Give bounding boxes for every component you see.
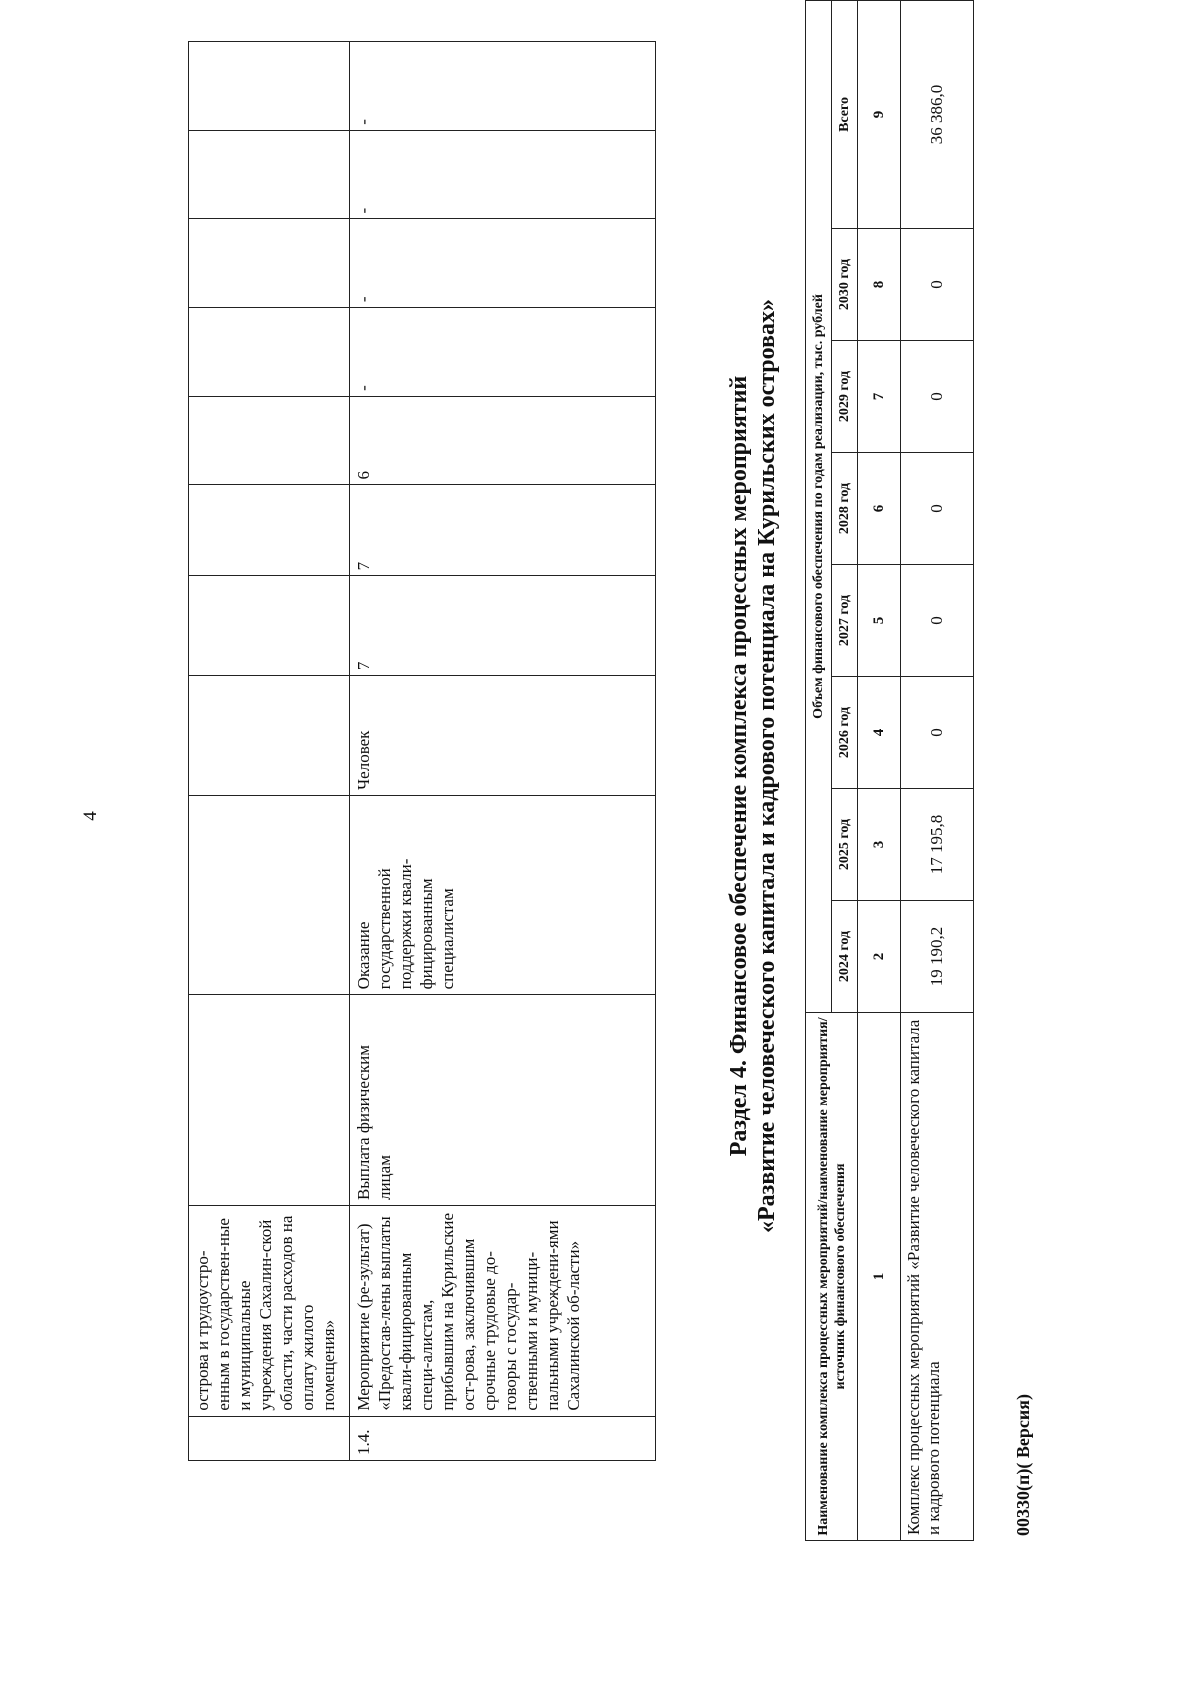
table-row bbox=[189, 42, 350, 1461]
column-number-row bbox=[858, 0, 901, 1540]
amount-cell: 0 bbox=[901, 341, 974, 453]
column-number: 2 bbox=[858, 901, 901, 1013]
table-cell bbox=[189, 42, 350, 131]
measure-type-cell: Выплата физическим лицам bbox=[350, 995, 656, 1206]
measure-description-cell: Оказание государственной поддержки квали-фицированным специалистам bbox=[350, 795, 656, 995]
value-cell: - bbox=[350, 42, 656, 131]
table-cell bbox=[189, 576, 350, 676]
page-number: 4 bbox=[80, 811, 101, 821]
column-number: 8 bbox=[858, 229, 901, 341]
header-year: 2028 год bbox=[832, 453, 858, 565]
amount-cell: 0 bbox=[901, 229, 974, 341]
header-year: 2026 год bbox=[832, 677, 858, 789]
amount-cell: 0 bbox=[901, 677, 974, 789]
unit-cell: Человек bbox=[350, 676, 656, 796]
financing-table bbox=[805, 0, 974, 1541]
table-cell bbox=[189, 995, 350, 1206]
column-number: 3 bbox=[858, 789, 901, 901]
table-cell bbox=[189, 308, 350, 397]
header-volume: Объем финансового обеспечения по годам реализации, тыс. рублей bbox=[806, 0, 832, 1012]
row-number bbox=[189, 1416, 350, 1460]
table-cell bbox=[189, 130, 350, 219]
header-year: 2025 год bbox=[832, 789, 858, 901]
table-cell bbox=[189, 795, 350, 995]
amount-cell: 0 bbox=[901, 565, 974, 677]
amount-cell: 0 bbox=[901, 453, 974, 565]
header-year: 2029 год bbox=[832, 341, 858, 453]
header-name: Наименование комплекса процессных мероприятий/наименование мероприятия/источник финансового обеспечения bbox=[806, 1013, 858, 1541]
table-row bbox=[350, 42, 656, 1461]
value-cell: 7 bbox=[350, 576, 656, 676]
value-cell: - bbox=[350, 219, 656, 308]
total-cell: 36 386,0 bbox=[901, 0, 974, 228]
section-title bbox=[725, 6, 781, 1526]
header-year: 2027 год bbox=[832, 565, 858, 677]
column-number: 6 bbox=[858, 453, 901, 565]
value-cell: - bbox=[350, 308, 656, 397]
amount-cell: 19 190,2 bbox=[901, 901, 974, 1013]
measure-name-cell: острова и трудоустро-енным в государствен-ные и муниципальные учреждения Сахалин-ской области, части расходов на оплату жилого помещения» bbox=[189, 1206, 350, 1417]
column-number: 1 bbox=[858, 1013, 901, 1541]
document-code: 00330(п)( Версия) bbox=[1013, 1394, 1033, 1536]
header-year: 2024 год bbox=[832, 901, 858, 1013]
column-number: 7 bbox=[858, 341, 901, 453]
value-cell: 6 bbox=[350, 396, 656, 485]
section-title-line-1: Раздел 4. Финансовое обеспечение комплекса процессных мероприятий bbox=[726, 375, 752, 1157]
table-cell bbox=[189, 219, 350, 308]
column-number: 9 bbox=[858, 0, 901, 228]
table-cell bbox=[189, 396, 350, 485]
amount-cell: 17 195,8 bbox=[901, 789, 974, 901]
section-title-line-2: «Развитие человеческого капитала и кадрового потенциала на Курильских островах» bbox=[754, 298, 780, 1234]
table-cell bbox=[189, 485, 350, 576]
table-row bbox=[901, 0, 974, 1540]
row-number: 1.4. bbox=[350, 1416, 656, 1460]
value-cell: - bbox=[350, 130, 656, 219]
column-number: 4 bbox=[858, 677, 901, 789]
complex-name-cell: Комплекс процессных мероприятий «Развитие человеческого капитала и кадрового потенциала bbox=[901, 1013, 974, 1541]
measure-name-cell: Мероприятие (ре-зультат) «Предостав-лены выплаты квали-фицированным специ-алистам, прибывшим на Курильские ост-рова, заключившим срочные трудовые до-говоры с государ-ственными и муници-пальными учреждени-ями Сахалинской об-ласти» bbox=[350, 1206, 656, 1417]
header-year: 2030 год bbox=[832, 229, 858, 341]
measures-table bbox=[188, 41, 656, 1461]
header-total: Всего bbox=[832, 0, 858, 228]
value-cell: 7 bbox=[350, 485, 656, 576]
column-number: 5 bbox=[858, 565, 901, 677]
table-cell bbox=[189, 676, 350, 796]
